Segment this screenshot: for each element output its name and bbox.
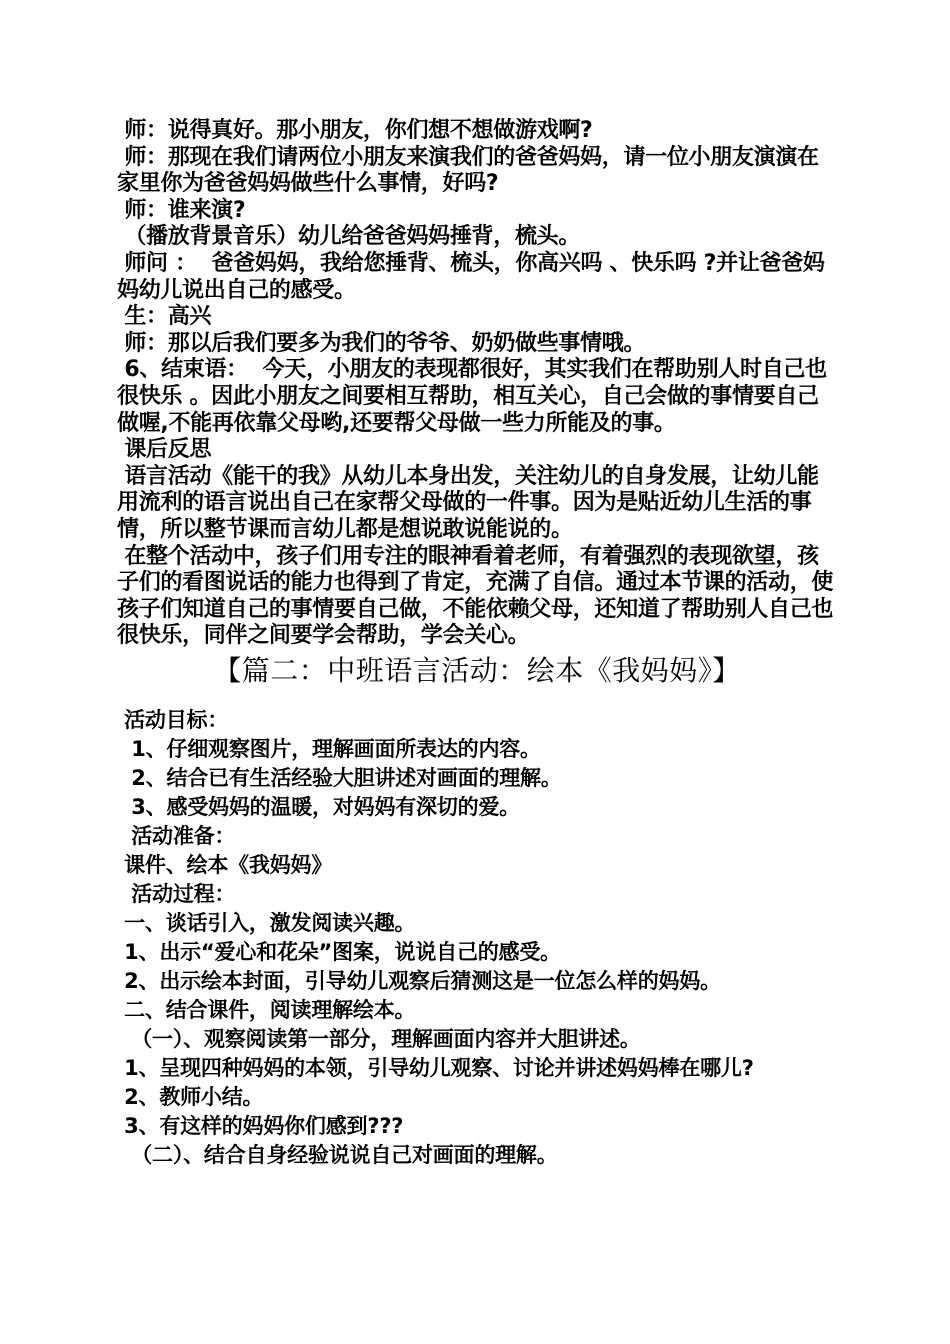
list-item: 1、出示“爱心和花朵”图案，说说自己的感受。 — [117, 939, 561, 964]
paragraph: （播放背景音乐）幼儿给爸爸妈妈捶背，梳头。 — [117, 224, 581, 250]
paragraph: 6、结束语： 今天，小朋友的表现都很好，其实我们在帮助别人时自己也很快乐 。因此小朋友之间要相互帮助，相互关心，自己会做的事情要自己做喔,不能再依靠父母哟,还要帮父母做一些力所能及的事。 — [117, 357, 827, 436]
list-item: 2、教师小结。 — [117, 1084, 264, 1109]
section-heading-reflection: 课后反思 — [117, 437, 212, 463]
list-item: 二、结合课件，阅读理解绘本。 — [117, 997, 416, 1022]
list-item: 活动过程： — [117, 881, 236, 906]
section-title: 【篇二：中班语言活动：绘本《我妈妈》】 — [213, 653, 741, 687]
list-item: 1、仔细观察图片，理解画面所表达的内容。 — [117, 736, 541, 761]
paragraph: 在整个活动中，孩子们用专注的眼神看着老师，有着强烈的表现欲望，孩子们的看图说话的能力也得到了肯定，充满了自信。通过本节课的活动，使孩子们知道自己的事情要自己做，不能依赖父母，还知道了帮助别人自己也很快乐，同伴之间要学会帮助，学会关心。 — [117, 543, 834, 649]
list-item: 活动准备： — [117, 823, 236, 848]
paragraph: 师：那以后我们要多为我们的爷爷、奶奶做些事情哦。 — [117, 330, 646, 356]
list-item: 1、呈现四种妈妈的本领，引导幼儿观察、讨论并讲述妈妈棒在哪儿? — [117, 1055, 754, 1080]
list-item: 活动目标： — [117, 707, 229, 732]
paragraph: 生：高兴 — [117, 304, 212, 330]
list-item: 3、感受妈妈的温暖，对妈妈有深切的爱。 — [117, 794, 521, 819]
list-item: 3、有这样的妈妈你们感到??? — [117, 1113, 404, 1138]
list-item: 课件、绘本《我妈妈》 — [117, 852, 333, 877]
list-item: （一）、观察阅读第一部分，理解画面内容并大胆讲述。 — [117, 1026, 641, 1051]
paragraph: 师：谁来演? — [117, 197, 246, 223]
document-body — [117, 118, 837, 1170]
list-item: （二）、结合自身经验说说自己对画面的理解。 — [117, 1142, 558, 1167]
paragraph: 师：那现在我们请两位小朋友来演我们的爸爸妈妈，请一位小朋友演演在家里你为爸爸妈妈做些什么事情，好吗? — [117, 144, 819, 197]
list-item: 2、出示绘本封面，引导幼儿观察后猜测这是一位怎么样的妈妈。 — [117, 968, 721, 993]
paragraph: 语言活动《能干的我》从幼儿本身出发，关注幼儿的自身发展，让幼儿能用流利的语言说出自己在家帮父母做的一件事。因为是贴近幼儿生活的事情，所以整节课而言幼儿都是想说敢说能说的。 — [117, 463, 819, 542]
list-item: 2、结合已有生活经验大胆讲述对画面的理解。 — [117, 765, 562, 790]
paragraph: 师问 ： 爸爸妈妈，我给您捶背、梳头，你高兴吗 、快乐吗 ?并让爸爸妈妈幼儿说出自己的感受。 — [117, 250, 825, 303]
list-item: 一、谈话引入，激发阅读兴趣。 — [117, 910, 416, 935]
paragraph: 师：说得真好。那小朋友，你们想不想做游戏啊? — [117, 118, 593, 143]
